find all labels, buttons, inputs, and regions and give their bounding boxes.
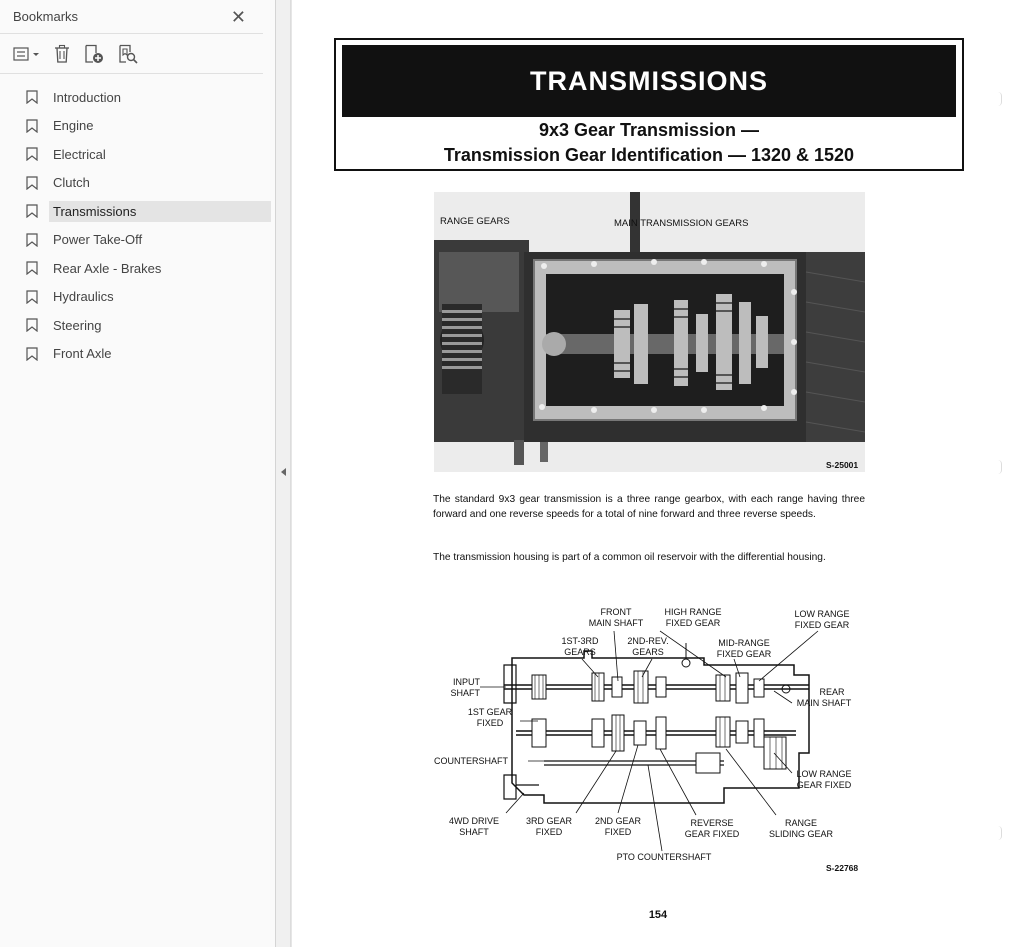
- bookmark-icon: [26, 90, 38, 104]
- bookmark-label: Introduction: [53, 89, 121, 105]
- bookmarks-header: [0, 0, 263, 34]
- label-low-range-fixed-top-1: LOW RANGE: [794, 609, 850, 619]
- label-low-range-gear-fixed-2: GEAR FIXED: [796, 780, 852, 790]
- label-input-shaft-2: SHAFT: [450, 688, 480, 698]
- label-1st-3rd-gears-1: 1ST-3RD: [561, 636, 599, 646]
- label-reverse-gear-fixed-2: GEAR FIXED: [684, 829, 740, 839]
- label-rear-main-shaft-2: MAIN SHAFT: [796, 698, 852, 708]
- label-high-range-1: HIGH RANGE: [664, 607, 722, 617]
- label-3rd-gear-fixed-1: 3RD GEAR: [525, 816, 573, 826]
- bookmarks-panel: [0, 0, 276, 947]
- label-mid-range-1: MID-RANGE: [718, 638, 770, 648]
- bookmark-list: [0, 74, 275, 368]
- label-front-main-shaft-1: FRONT: [600, 607, 632, 617]
- bookmark-item-engine[interactable]: [0, 112, 275, 141]
- photo-ref: S-25001: [826, 460, 859, 470]
- label-3rd-gear-fixed-2: FIXED: [535, 827, 563, 837]
- bookmark-item-front-axle[interactable]: [0, 340, 275, 369]
- label-2nd-gear-fixed-1: 2ND GEAR: [594, 816, 642, 826]
- document-page: [292, 0, 1024, 947]
- collapse-panel-arrow-icon[interactable]: [281, 468, 286, 476]
- label-reverse-gear-fixed-1: REVERSE: [690, 818, 734, 828]
- photo-label-main-gears: MAIN TRANSMISSION GEARS: [614, 218, 749, 229]
- label-2nd-gear-fixed-2: FIXED: [604, 827, 632, 837]
- bookmark-icon: [26, 347, 38, 361]
- add-bookmark-icon[interactable]: [83, 43, 105, 65]
- list-options-icon[interactable]: [13, 43, 41, 65]
- label-4wd-drive-shaft-2: SHAFT: [459, 827, 489, 837]
- label-2nd-rev-gears-1: 2ND-REV.: [627, 636, 669, 646]
- bookmark-label: Steering: [53, 317, 102, 333]
- bookmark-item-rear-axle-brakes[interactable]: [0, 254, 275, 283]
- page-number: 154: [648, 909, 668, 921]
- page-edge-mark: [998, 460, 1002, 474]
- bookmark-label: Engine: [53, 118, 94, 134]
- trash-icon[interactable]: [53, 43, 71, 65]
- subtitle-line-1: 9x3 Gear Transmission —: [538, 120, 760, 140]
- label-4wd-drive-shaft-1: 4WD DRIVE: [448, 816, 500, 826]
- bookmark-icon: [26, 261, 38, 275]
- label-low-range-gear-fixed-1: LOW RANGE: [796, 769, 852, 779]
- bookmark-icon: [26, 204, 38, 218]
- paragraph-2: The transmission housing is part of a common oil reservoir with the differential housing.: [433, 552, 826, 563]
- label-high-range-2: FIXED GEAR: [665, 618, 721, 628]
- diagram-ref: S-22768: [826, 863, 859, 873]
- title-box: [334, 38, 964, 171]
- bookmarks-title: Bookmarks: [13, 9, 79, 24]
- bookmark-item-power-take-off[interactable]: [0, 226, 275, 255]
- label-1st-gear-fixed-2: FIXED: [476, 718, 504, 728]
- bookmark-item-electrical[interactable]: [0, 140, 275, 169]
- bookmark-label: Hydraulics: [53, 289, 114, 305]
- bookmark-label: Electrical: [53, 146, 106, 162]
- label-rear-main-shaft-1: REAR: [819, 687, 845, 697]
- bookmark-item-introduction[interactable]: [0, 83, 275, 112]
- transmission-cutaway-diagram: [434, 603, 866, 876]
- page-edge-mark: [998, 92, 1002, 106]
- label-countershaft: COUNTERSHAFT: [434, 756, 508, 766]
- bookmark-icon: [26, 233, 38, 247]
- label-1st-3rd-gears-2: GEARS: [564, 647, 596, 657]
- bookmark-icon: [26, 119, 38, 133]
- label-input-shaft-1: INPUT: [453, 677, 480, 687]
- bookmark-item-steering[interactable]: [0, 311, 275, 340]
- photo-label-range-gears: RANGE GEARS: [440, 216, 510, 227]
- bookmark-label: Power Take-Off: [53, 232, 143, 248]
- find-bookmark-icon[interactable]: [117, 43, 139, 65]
- paragraph-1: The standard 9x3 gear transmission is a three range gearbox, with each range having three forward and one reverse speeds for a total of nine forward and three reverse speeds.: [433, 494, 865, 520]
- bookmark-icon: [26, 290, 38, 304]
- label-pto-countershaft: PTO COUNTERSHAFT: [616, 852, 712, 862]
- label-front-main-shaft-2: MAIN SHAFT: [588, 618, 644, 628]
- bookmarks-toolbar: [0, 34, 263, 74]
- bookmark-label: Transmissions: [49, 201, 271, 222]
- label-range-sliding-gear-2: SLIDING GEAR: [768, 829, 834, 839]
- bookmark-icon: [26, 176, 38, 190]
- page-title: TRANSMISSIONS: [342, 45, 956, 117]
- bookmark-item-transmissions[interactable]: [0, 197, 275, 226]
- close-icon[interactable]: ✕: [230, 6, 246, 27]
- page-edge-mark: [998, 826, 1002, 840]
- subtitle-line-2: Transmission Gear Identification — 1320 & 1520: [443, 145, 855, 165]
- label-low-range-fixed-top-2: FIXED GEAR: [794, 620, 850, 630]
- bookmark-item-hydraulics[interactable]: [0, 283, 275, 312]
- label-1st-gear-fixed-1: 1ST GEAR: [467, 707, 513, 717]
- bookmark-label: Front Axle: [53, 346, 112, 362]
- bookmark-icon: [26, 147, 38, 161]
- bookmark-icon: [26, 318, 38, 332]
- label-range-sliding-gear-1: RANGE: [784, 818, 818, 828]
- bookmark-item-clutch[interactable]: [0, 169, 275, 198]
- label-mid-range-2: FIXED GEAR: [716, 649, 772, 659]
- bookmark-label: Clutch: [53, 175, 90, 191]
- label-2nd-rev-gears-2: GEARS: [632, 647, 664, 657]
- gearbox-photo: [434, 192, 865, 472]
- bookmark-label: Rear Axle - Brakes: [53, 260, 162, 276]
